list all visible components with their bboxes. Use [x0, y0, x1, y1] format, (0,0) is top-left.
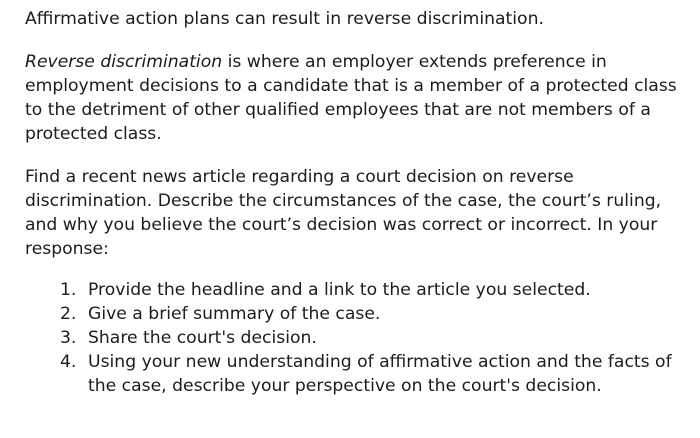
list-item-text: Share the court's decision. [88, 328, 317, 348]
response-steps-list [25, 278, 685, 398]
definition-paragraph [25, 50, 685, 146]
list-item-text: Give a brief summary of the case. [88, 304, 381, 324]
list-item-number: 1. [60, 280, 77, 300]
list-item [60, 302, 685, 326]
list-item-number: 4. [60, 352, 77, 372]
list-item-text: Using your new understanding of affirmative action and the facts of the case, describe your perspective on the court's decision. [88, 352, 672, 396]
list-item-number: 2. [60, 304, 77, 324]
assignment-instructions: Find a recent news article regarding a court decision on reverse discrimination. Describe the circumstances of the case, the court’s ruling, and why you believe the court’s decision was correct or incorrect. In your response: [25, 167, 662, 259]
intro-statement: Affirmative action plans can result in reverse discrimination. [25, 9, 544, 29]
defined-term: Reverse discrimination [25, 52, 223, 72]
definition-body: is where an employer extends preference in employment decisions to a candidate that is a member of a protected class to the detriment of other qualified employees that are not members of a protected class. [25, 52, 677, 144]
assignment-document [25, 7, 685, 398]
list-item [60, 326, 685, 350]
list-item-text: Provide the headline and a link to the article you selected. [88, 280, 591, 300]
list-item [60, 350, 685, 398]
list-item-number: 3. [60, 328, 77, 348]
list-item [60, 278, 685, 302]
